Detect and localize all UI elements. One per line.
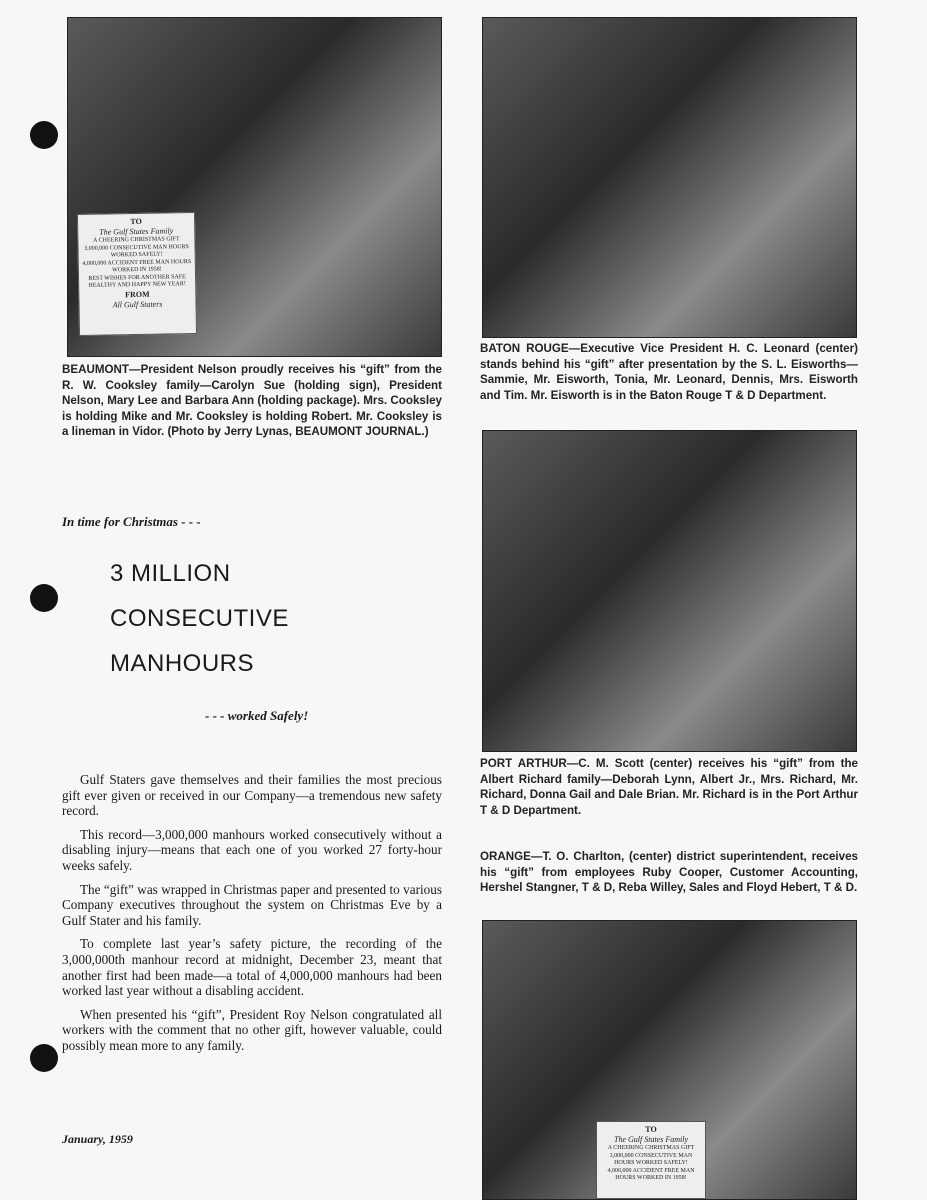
paragraph: Gulf Staters gave themselves and their families the most precious gift ever given or received in our Company—a tremendous new safety record. <box>62 772 442 819</box>
paragraph: This record—3,000,000 manhours worked consecutively without a disabling injury—means that each one of you worked 27 forty-hour weeks safely. <box>62 826 442 873</box>
baton-rouge-photo <box>482 17 857 338</box>
sign-line: 4,000,000 ACCIDENT FREE MAN HOURS WORKED IN 1958! <box>82 258 192 274</box>
sign-line: 3,000,000 CONSECUTIVE MAN HOURS WORKED SAFELY! <box>84 243 189 259</box>
issue-date: January, 1959 <box>62 1132 133 1146</box>
beaumont-photo <box>67 17 442 357</box>
paragraph: The “gift” was wrapped in Christmas paper and presented to various Company executives throughout the system on Christmas Eve by a Gulf Stater and his family. <box>62 881 442 928</box>
paragraph: To complete last year’s safety picture, the recording of the 3,000,000th manhour record at midnight, December 23, meant that another first had been made—a total of 4,000,000 manhours had been worked last year without a disabling accident. <box>62 936 442 999</box>
sign-line: 4,000,000 ACCIDENT FREE MAN HOURS WORKED IN 1958! <box>607 1167 695 1181</box>
binder-hole <box>30 1044 58 1072</box>
paragraph: When presented his “gift”, President Roy Nelson congratulated all workers with the comment that no other gift, however valuable, could possibly mean more to any family. <box>62 1006 442 1053</box>
sign-line: The Gulf States Family <box>614 1135 688 1144</box>
sign-line: A CHEERING CHRISTMAS GIFT <box>93 236 180 244</box>
orange-photo <box>482 920 857 1200</box>
sign-line: A CHEERING CHRISTMAS GIFT <box>607 1145 695 1151</box>
article-body <box>62 772 442 1062</box>
gift-sign <box>77 212 197 336</box>
headline-line: 3 MILLION <box>110 560 231 587</box>
sign-line: 3,000,000 CONSECUTIVE MAN HOURS WORKED SAFELY! <box>609 1152 693 1166</box>
binder-hole <box>30 121 58 149</box>
sign-line: All Gulf Staters <box>112 299 163 309</box>
port-arthur-photo <box>482 430 857 752</box>
binder-hole <box>30 584 58 612</box>
sign-line: FROM <box>125 289 150 299</box>
gift-sign <box>596 1121 706 1199</box>
sign-line: The Gulf States Family <box>99 226 174 237</box>
article-kicker: In time for Christmas - - - <box>62 514 201 529</box>
sign-line: BEST WISHES FOR ANOTHER SAFE HEALTHY AND HAPPY NEW YEAR! <box>88 273 186 289</box>
port-arthur-caption: PORT ARTHUR—C. M. Scott (center) receives his “gift” from the Albert Richard family—Deborah Lynn, Albert Jr., Mrs. Richard, Mr. Richard, Donna Gail and Dale Brian. Mr. Richard is in the Port Arthur T & D Department. <box>480 757 858 817</box>
sign-line: TO <box>130 216 142 227</box>
headline-line: CONSECUTIVE <box>110 605 289 632</box>
baton-rouge-caption: BATON ROUGE—Executive Vice President H. C. Leonard (center) stands behind his “gift” after presentation by the S. L. Eisworths—Sammie, Mr. Eisworth, Tonia, Mr. Leonard, Dennis, Mrs. Eisworth and Tim. Mr. Eisworth is in the Baton Rouge T & D Department. <box>480 342 858 402</box>
headline-line: MANHOURS <box>110 650 255 677</box>
orange-caption: ORANGE—T. O. Charlton, (center) district superintendent, receives his “gift” from employees Ruby Cooper, Customer Accounting, Hershel Stangner, T & D, Reba Willey, Sales and Floyd Hebert, T & D. <box>480 850 858 894</box>
article-tagline: - - - worked Safely! <box>205 708 309 723</box>
beaumont-caption: BEAUMONT—President Nelson proudly receives his “gift” from the R. W. Cooksley family—Carolyn Sue (holding sign), President Nelson, Mary Lee and Barbara Ann (holding package). Mrs. Cooksley is holding Mike and Mr. Cooksley is holding Robert. Mr. Cooksley is a lineman in Vidor. (Photo by Jerry Lynas, BEAUMONT JOURNAL.) <box>62 363 442 438</box>
sign-line: TO <box>645 1125 657 1134</box>
